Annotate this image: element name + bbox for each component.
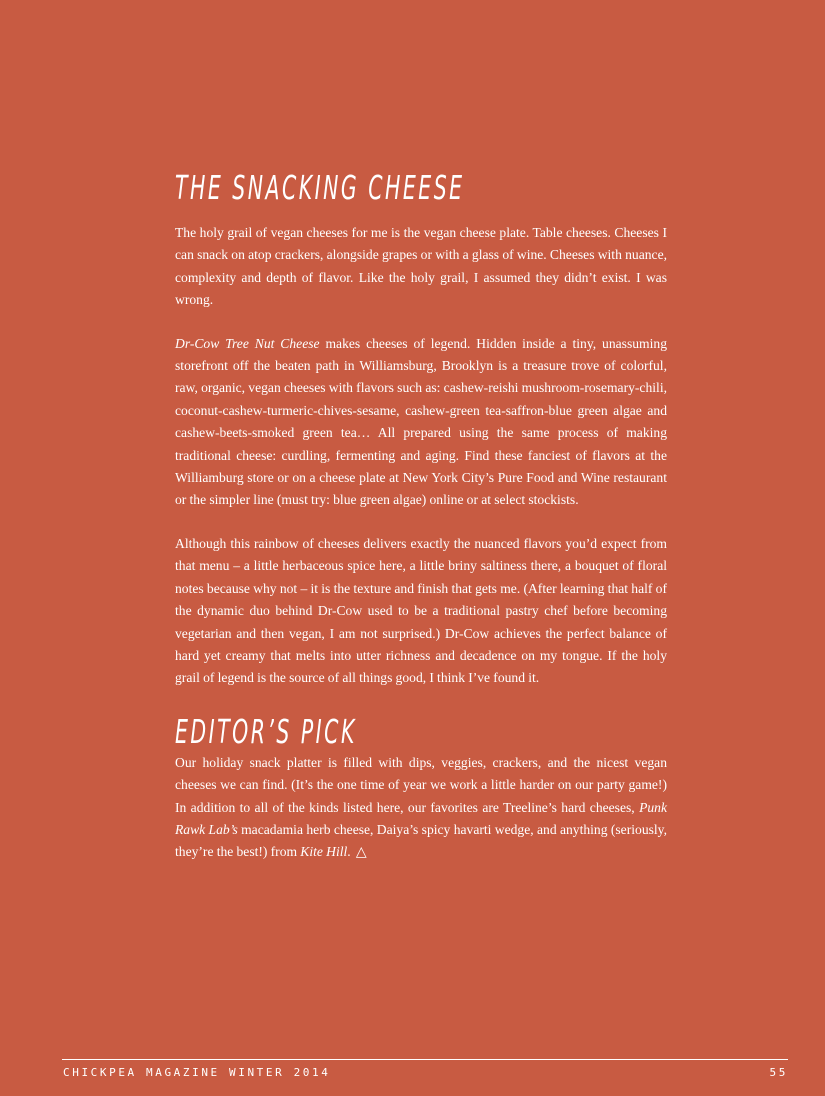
footer-divider bbox=[62, 1059, 788, 1060]
brand-kite-hill: Kite Hill bbox=[300, 844, 348, 860]
paragraph-texture: Although this rainbow of cheeses delivers exactly the nuanced flavors you’d expect from that menu – a little herbaceous spice here, a little briny saltiness there, a bouquet of floral notes because why not – it is the texture and finish that gets me. (After learning that half of the dynamic duo behind Dr-Cow used to be a traditional pastry chef before becoming vegetarian and then vegan, I am not surprised.) Dr-Cow achieves the perfect balance of hard yet creamy that melts into utter richness and decadence on my tongue. If the holy grail of legend is the source of all things good, I think I’ve found it. bbox=[175, 535, 667, 686]
footer-page-number: 55 bbox=[769, 1066, 788, 1079]
brand-dr-cow: Dr-Cow Tree Nut Cheese bbox=[175, 335, 320, 351]
paragraph-intro: The holy grail of vegan cheeses for me is the vegan cheese plate. Table cheeses. Cheeses I can snack on atop crackers, alongside grapes or with a glass of wine. Cheeses with nuance, complexity and depth of flavor. Like the holy grail, I assumed they didn’t exist. I was wrong. bbox=[175, 225, 667, 308]
footer-publication: CHICKPEA MAGAZINE WINTER 2014 bbox=[63, 1066, 331, 1079]
paragraph-editors-pick bbox=[175, 752, 667, 864]
editors-pick-text-a: Our holiday snack platter is filled with dips, veggies, crackers, and the nicest vegan cheeses we can find. (It’s the one time of year we work a little harder on our party game!) In addition to all of the kinds listed here, our favorites are Treeline’s hard cheeses, bbox=[175, 754, 667, 815]
section-heading-editors-pick: EDITOR’S PICK bbox=[175, 711, 357, 751]
editors-pick-text-b: macadamia herb cheese, Daiya’s spicy havarti wedge, and anything (seriously, they’re the best!) from bbox=[175, 821, 667, 860]
paragraph-dr-cow bbox=[175, 333, 667, 512]
section-gap bbox=[175, 690, 667, 712]
brand-punk-rawk-lab: Punk Rawk Lab’s bbox=[175, 799, 667, 837]
article bbox=[175, 160, 667, 864]
editors-pick-text-c: . bbox=[347, 844, 351, 860]
paragraph-dr-cow-text: makes cheeses of legend. Hidden inside a tiny, unassuming storefront off the beaten path in Williamsburg, Brooklyn is a treasure trove of colorful, raw, organic, vegan cheeses with flavors such as: cashew-reishi mushroom-rosemary-chili, coconut-cashew-turmeric-chives-sesame, cashew-green tea-saffron-blue green algae and cashew-beets-smoked green tea… All prepared using the same process of making traditional cheese: curdling, fermenting and aging. Find these fanciest of flavors at the Williamburg store or on a cheese plate at New York City’s Pure Food and Wine restaurant or the simpler line (must try: blue green algae) online or at select stockists. bbox=[175, 335, 667, 508]
end-mark-triangle-icon: △ bbox=[355, 844, 367, 861]
section-heading-snacking-cheese: THE SNACKING CHEESE bbox=[175, 168, 465, 207]
